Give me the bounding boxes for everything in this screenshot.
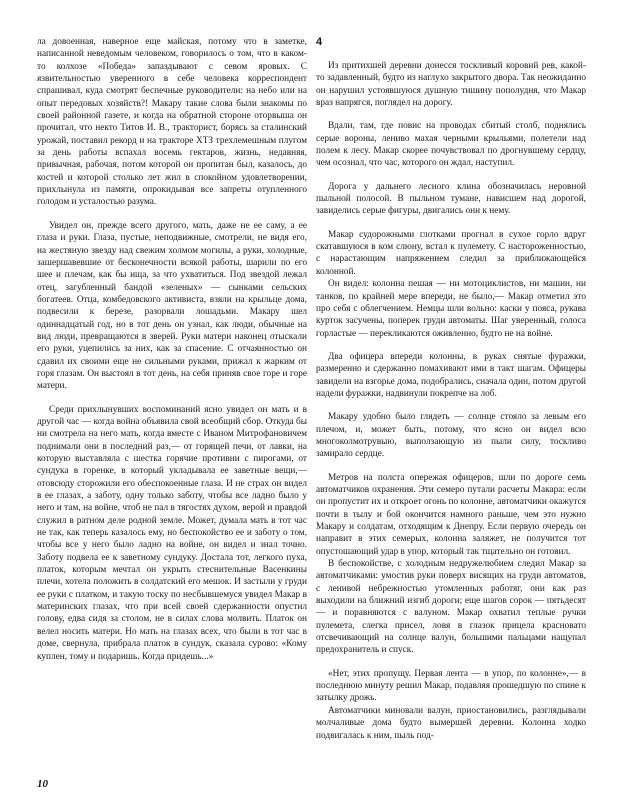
paragraph: ла довоенная, наверное еще майская, потому что в заметке, написанной неведомым человеком, говорилось о том, что в каком-то колхозе «Победа» запаздывают с севом яровых. С язвительностью уверенного в себе человека корреспондент спрашивал, куда смотрят беспечные руководители: на небо или на опыт передовых хозяйств?! Макару такие слова были знакомы по своей районной газете, и когда на обратной стороне оторвыша он прочитал, что некто Титов И. В., тракторист, борясь за сталинский урожай, поставил рекорд и на тракторе ХТЗ трехлемешным плугом за день работы вспахал восемь гектаров, жизнь, недавняя, привычная, рабочая, потом которой он пропитан был, казалось, до костей и которой столько лет жил в спокойном удовлетворении, прихлынула из памяти, опрокидывая все запреты отупленного голодом и усталостью разума.	[37, 37, 307, 208]
paragraph: Два офицера впереди колонны, в руках снятые фуражки, размеренно и сдержанно помахивают ими в такт шагам. Офицеры завидели на взгорье дома, подобрались, сначала один, потом другой надели фуражки, надвинули покрепче на лоб.	[316, 351, 586, 399]
chapter-number: 4	[316, 36, 323, 48]
paragraph: Увидел он, прежде всего другого, мать, даже не ее саму, а ее глаза и руки. Глаза, пустые, неподвижные, смотрели, не видя его, на жестяную звезду над свежим холмом могилы, а руки, холодные, зашершавевшие от бесконечности всякой работы, шарили по его шее и плечам, как бы ища, за что ухватиться. Под звездой лежал отец, загубленный бандой «зеленых» — сынками сельских богатеев. Отца, комбедовского активиста, взяли на крыльце дома, подвесили к березе, разорвали лошадьми. Макару шел одиннадцатый год, но в тот день он узнал, как люди, обычные на вид люди, превращаются в зверей. Руки матери наконец отыскали его руки, уцепились за них, как за спасение. С отчаянностью он сдавил их своими еще не сильными руками, прижал к жарким от горя глазам. Он выстоял в тот день, на себя приняв свое горе и горе матери.	[37, 220, 307, 392]
paragraph: Дорога у дальнего лесного клина обозначилась неровной пыльной полосой. В пыльном тумане, нависшем над дорогой, завиделись серые фигуры, двигались они к нему.	[316, 181, 586, 217]
paragraph: В беспокойстве, с холодным недружелюбием следил Макар за автоматчиками: умостив руки поверх висящих на груди автоматов, с ленивой небрежностью утомленных работяг, они как раз выходили на ближний изгиб дороги; еще шагов сорок — пятьдесят — и поравняются с валуном. Макар охватил теплые ручки пулемета, слегка присел, ловя в глазок прицела красновато отсвечивающий на солнце валун, большими пальцами нащупал предохранитель и спуск.	[316, 559, 586, 656]
paragraph: Вдали, там, где повис на проводах сбитый столб, поднялись серые вороны, лениво махая черными крыльями, полетели над полем к лесу. Макар скорее почувствовал по дрогнувшему сердцу, чем осознал, что час, которого он ждал, наступил.	[316, 121, 586, 169]
paragraph: Метров на полста опережая офицеров, шли по дороге семь автоматчиков охранения. Эти семеро путали расчеты Макара: если он пропустит их и откроет огонь по колонне, автоматчики окажутся почти в тылу и бой окончится намного раньше, чем это нужно Макару и солдатам, отходящим к Днепру. Если первую очередь он направит в этих семерых, колонна заляжет, не получится тот опустошающий удар в упор, который так тщательно он готовил.	[316, 472, 586, 557]
paragraph: «Нет, этих пропущу. Первая лента — в упор, по колонне»,— в последнюю минуту решил Макар, подавляя прошедшую по спине к затылку дрожь.	[316, 668, 586, 704]
paragraph: Он видел: колонна пешая — ни мотоциклистов, ни машин, ни танков, по крайней мере впереди, не было,— Макар отметил это про себя с облегчением. Немцы шли вольно: каски у пояса, рукава курток засучены, поперек груди автоматы. Шаг уверенный, голоса горластые — перекликаются оживленно, будто не на войне.	[316, 279, 586, 339]
right-text-column	[316, 60, 586, 742]
paragraph: Макару удобно было глядеть — солнце стояло за левым его плечом, и, может быть, потому, что ясно он видел всю многоколмотрувыю, выползающую из пыли силу, тоскливо замирало сердце.	[316, 412, 586, 460]
left-text-column	[37, 36, 307, 663]
paragraph: Из притихшей деревни донесся тоскливый коровий рев, какой-то задавленный, будто из наглухо закрытого двора. Так неожиданно он нарушил устоявшуюся душную тишину пополудня, что Макар враз напрягся, поглядел на дорогу.	[316, 61, 586, 109]
page-number: 10	[37, 778, 48, 790]
paragraph: Автоматчики миновали валун, приостановились, разглядывали молчаливые дома будто вымершей деревни. Колонна ходко подвигалась к ним, пыль под-	[316, 705, 586, 741]
paragraph: Макар судорожными глотками прогнал в сухое горло вдруг скатавшуюся в ком слюну, встал к пулемету. С настороженностью, с нарастающим напряжением следил за приближающейся колонной.	[316, 229, 586, 277]
paragraph: Среди прихлынувших воспоминаний ясно увидел он мать и в другой час — когда война объявила свой всеобщий сбор. Откуда бы ни смотрела на него мать, когда вместе с Иваном Митрофановичем поднимали они в последний раз,— от горящей печи, от лавки, на которую выставляла с шестка горячие противни с пирогами, от сундука в горенке, в который укладывала ее заветные вещи,— отовсюду сторожили его обеспокоенные глаза. И не страх он видел в ее глазах, а заботу, одну только заботу, чтобы все ладно было у него и там, на войне, чтоб не пал в тягостях духом, верой и правдой служил в ратном деле родной земле. Может, думала мать в тот час не так, как теперь казалось ему, но беспокойство ее и заботу о том, чтобы все у него было ладно на войне, он видел и знал точно. Заботу подвела ее к заветному сундуку. Достала тот, легкого пуха, платок, которым мечтал он укрыть стеснительные Васенкины плечи, хотела положить в солдатский его мешок. И застыли у груди ее руки с платком, и такую тоску по несбывшемуся увидел Макар в материнских глазах, что при всей своей сдержанности опустил голову, едва сидя за столом, не в силах слова молвить. Платок он велел носить матери. Но мать на глазах всех, что были в тот час в доме, свернула, прибрала платок в сундук, сказала сурово: «Кому куплен, тому и подаришь. Когда придешь...»	[37, 404, 307, 662]
